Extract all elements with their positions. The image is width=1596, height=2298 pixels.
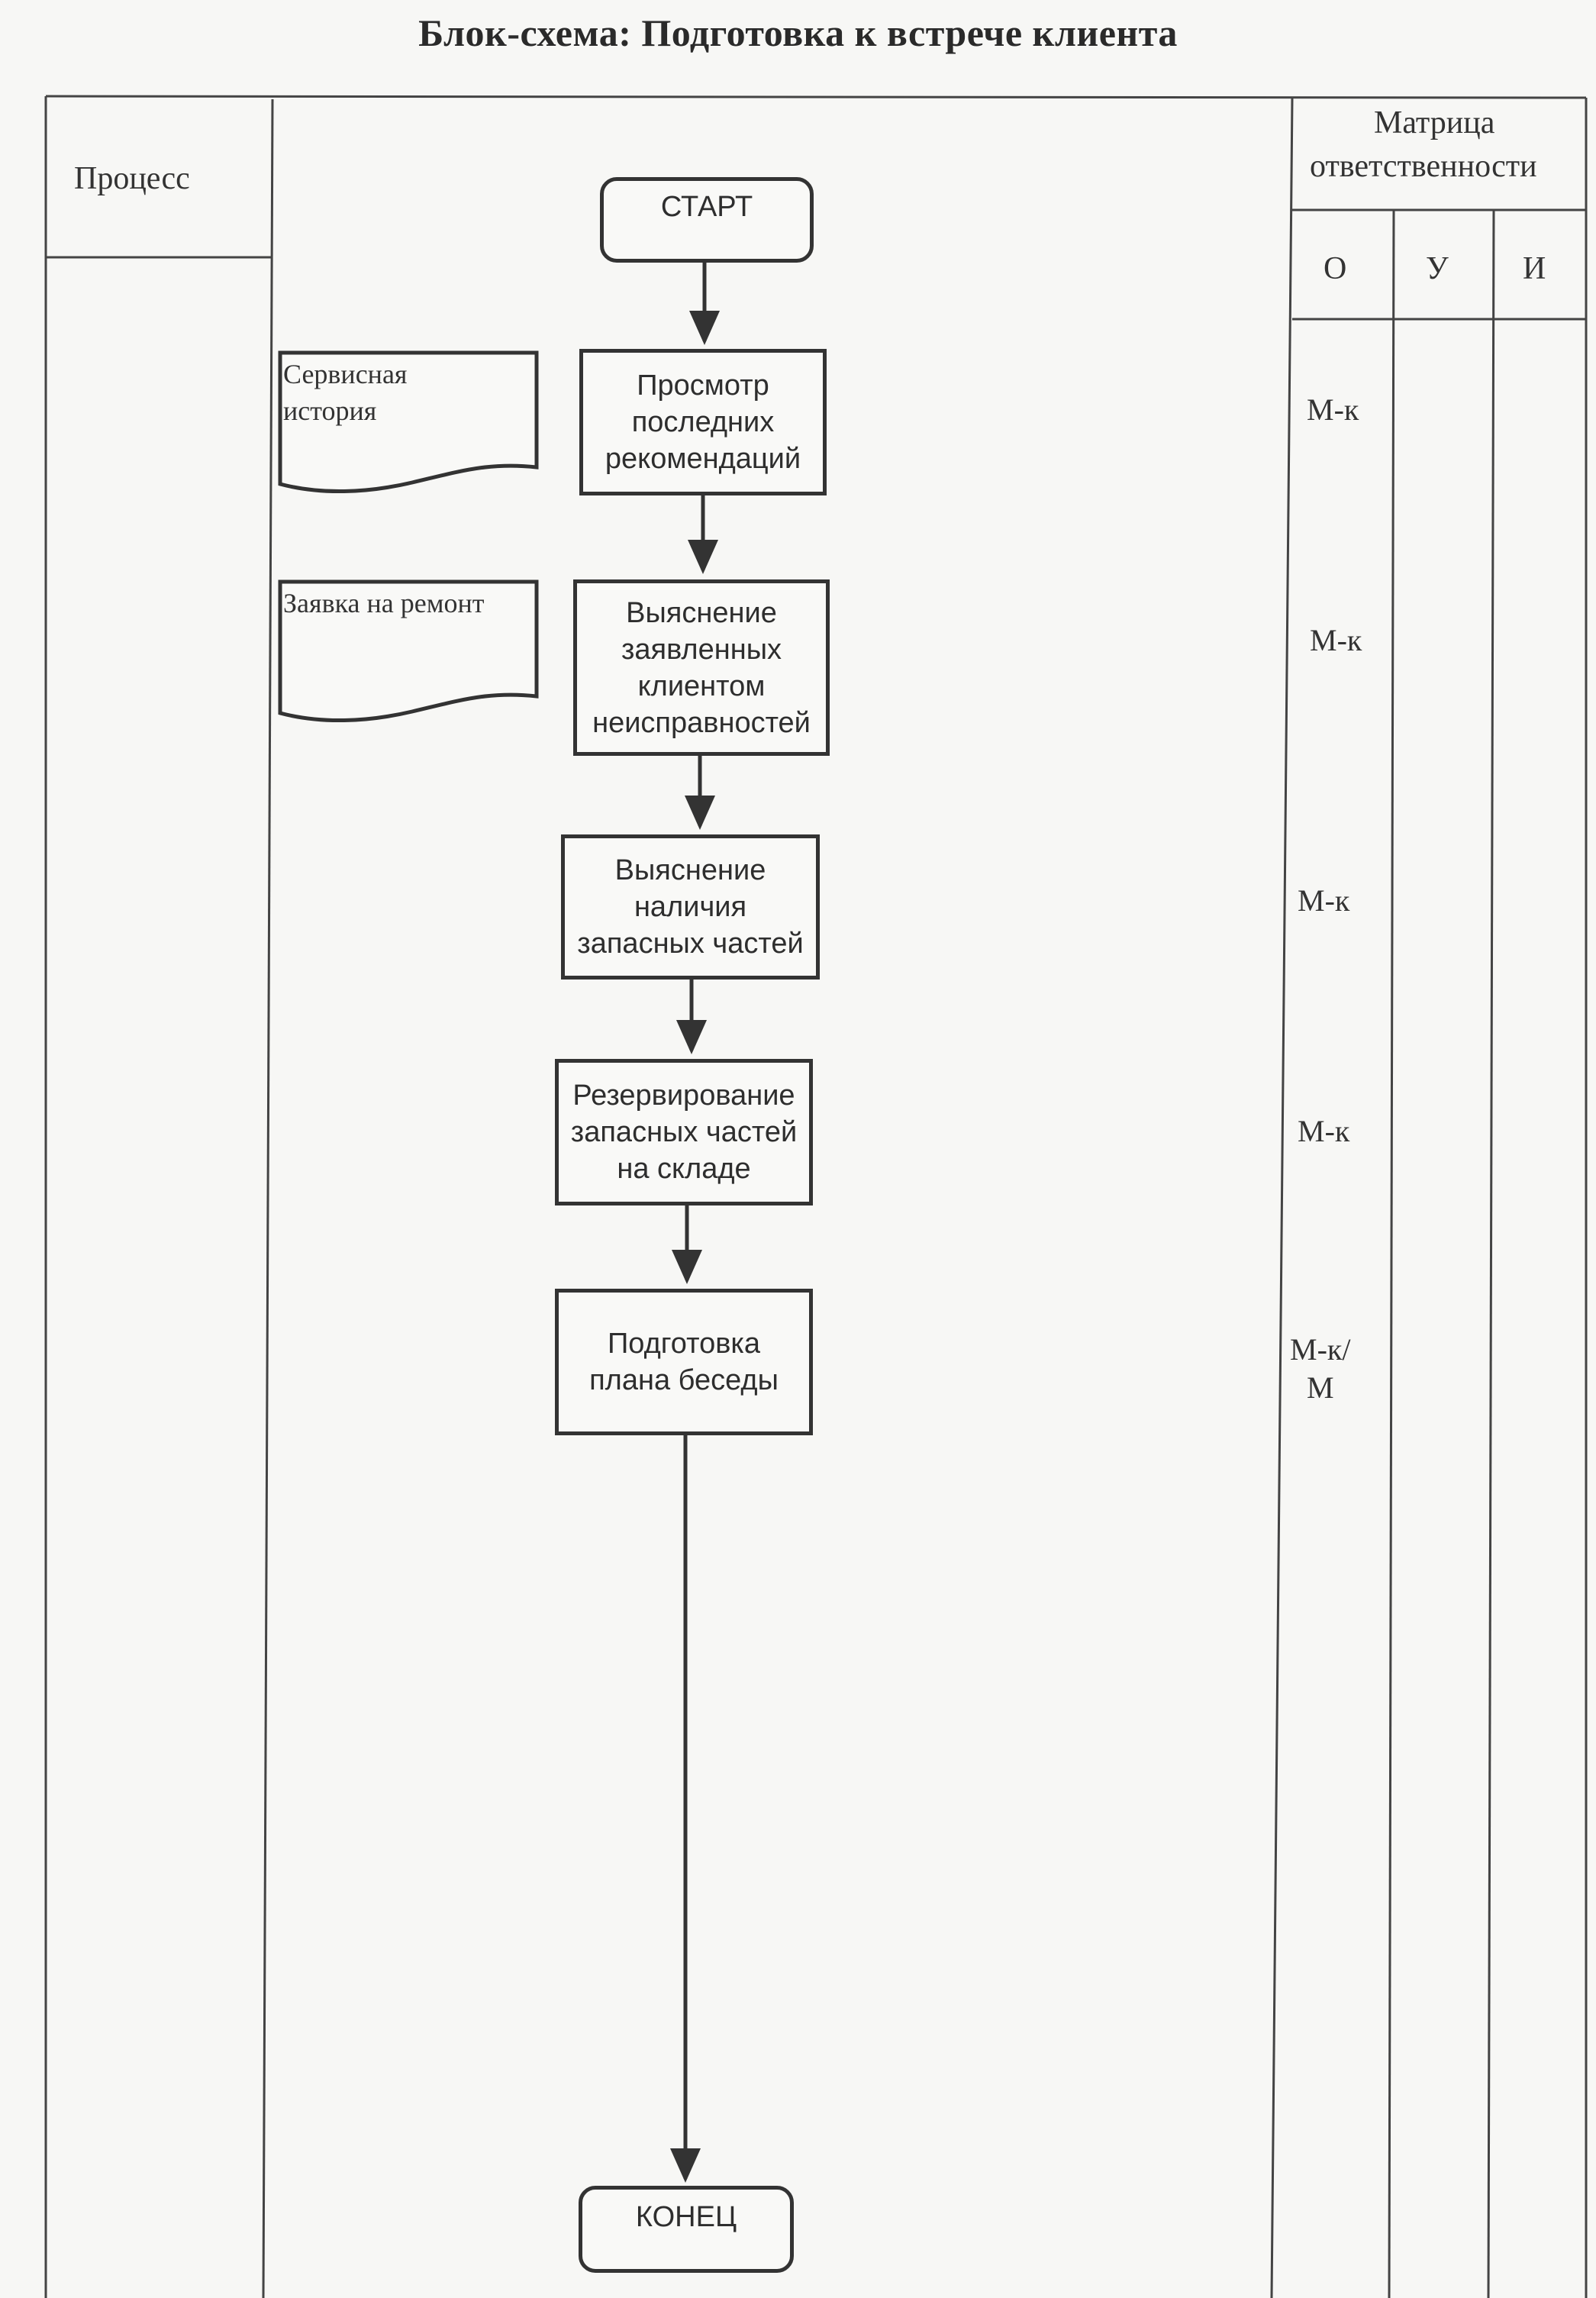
document-text-line: история — [283, 395, 377, 426]
matrix-column-i: И — [1523, 251, 1546, 286]
process-step-clarify-faults — [573, 579, 830, 756]
step-text-line: Резервирование — [572, 1080, 795, 1112]
step-text-line: заявленных — [621, 633, 782, 666]
matrix-title-line1: Матрица — [1374, 105, 1495, 140]
start-label: СТАРТ — [660, 191, 753, 223]
step-text-line: Выяснение — [614, 854, 766, 886]
document-service-history-label — [283, 356, 407, 429]
matrix-column-u: У — [1426, 251, 1449, 286]
step-text-line: плана беседы — [589, 1364, 779, 1396]
owner-step1: М-к — [1307, 392, 1359, 427]
matrix-col-divider-2 — [1488, 210, 1494, 2298]
owner-step3: М-к — [1298, 883, 1350, 918]
process-column-header: Процесс — [74, 161, 190, 196]
matrix-col-divider-1 — [1389, 210, 1394, 2298]
matrix-title-line2: ответственности — [1310, 149, 1537, 184]
owner-text-line: М — [1307, 1370, 1334, 1405]
process-column-divider — [263, 99, 272, 2298]
owner-text-line: М-к/ — [1290, 1332, 1351, 1367]
document-text-line: Сервисная — [283, 359, 408, 389]
start-terminator — [600, 177, 814, 263]
step-text-line: Выяснение — [626, 596, 777, 629]
document-repair-request-label — [283, 585, 485, 621]
matrix-column-divider — [1272, 98, 1292, 2298]
step-text-line: запасных частей — [577, 928, 804, 960]
step-text-line: клиентом — [637, 670, 766, 702]
owner-step4: М-к — [1298, 1114, 1350, 1148]
table-top-border — [46, 96, 1586, 98]
process-step-check-parts — [561, 834, 820, 980]
process-step-review-recommendations — [579, 349, 827, 495]
matrix-column-o: О — [1324, 251, 1347, 286]
step-text-line: неисправностей — [592, 706, 811, 739]
owner-step2: М-к — [1310, 623, 1362, 657]
step-text-line: наличия — [634, 891, 747, 923]
process-step-prepare-conversation-plan — [555, 1289, 813, 1435]
process-step-reserve-parts — [555, 1059, 813, 1205]
step-text-line: Просмотр — [637, 370, 769, 402]
page-title: Блок-схема: Подготовка к встрече клиента — [418, 11, 1178, 54]
step-text-line: на складе — [617, 1153, 751, 1185]
step-text-line: последних — [631, 406, 775, 438]
owner-step5 — [1290, 1331, 1350, 1407]
step-text-line: рекомендаций — [605, 443, 801, 475]
step-text-line: Подготовка — [607, 1328, 760, 1360]
end-terminator — [579, 2186, 794, 2273]
document-text-line: Заявка на ремонт — [283, 588, 485, 618]
step-text-line: запасных частей — [570, 1116, 798, 1148]
end-label: КОНЕЦ — [635, 2201, 737, 2233]
